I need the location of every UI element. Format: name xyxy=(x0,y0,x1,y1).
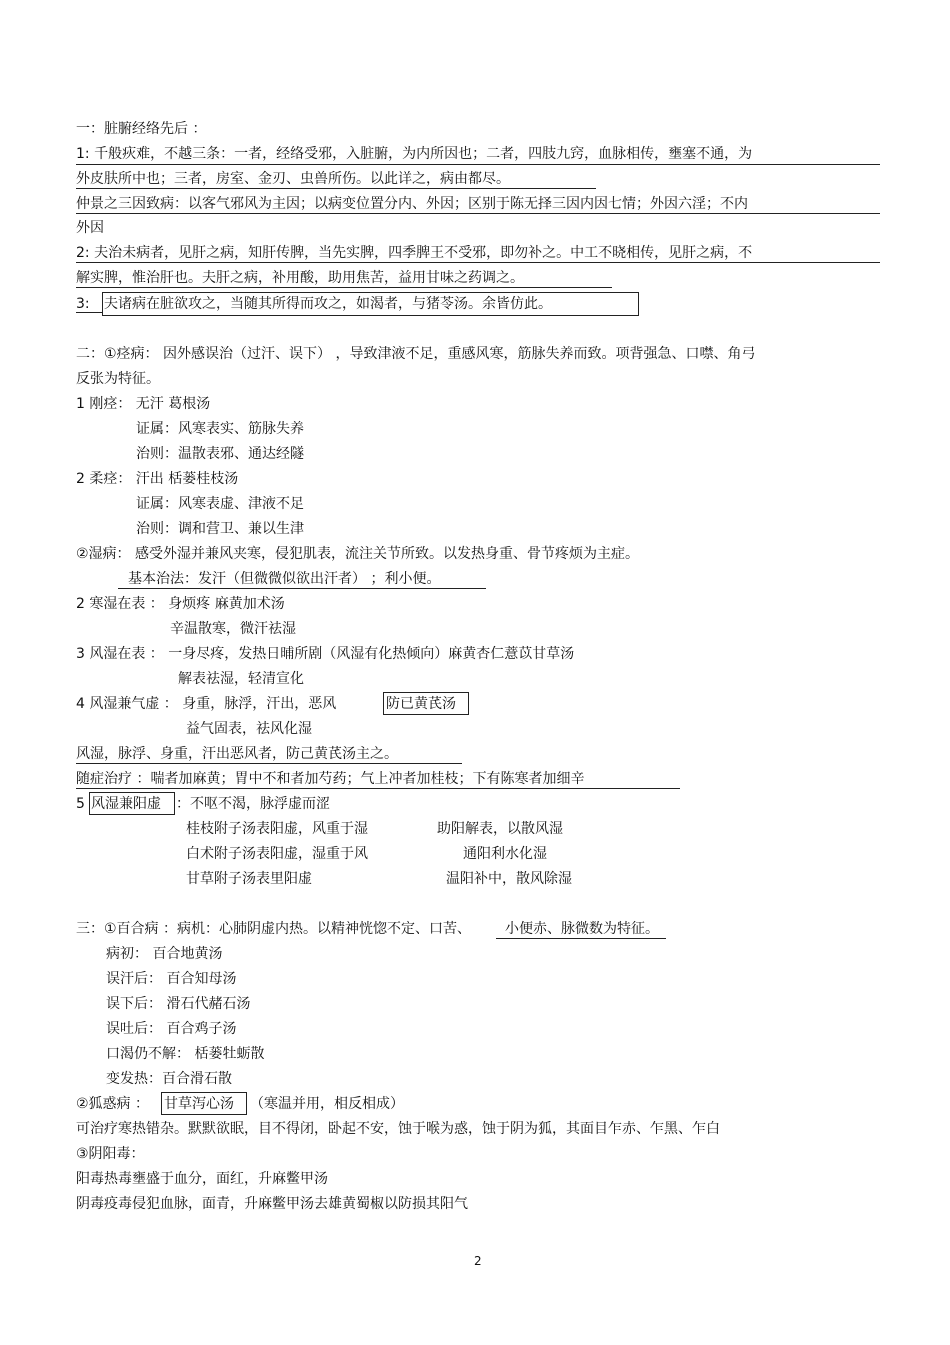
formula1-name: 桂枝附子汤表阳虚，风重于湿 xyxy=(186,821,368,837)
roujing-title: 2 柔痉： 汗出 栝蒌桂枝汤 xyxy=(76,471,239,487)
gangjing-title: 1 刚痉： 无汗 葛根汤 xyxy=(76,396,211,412)
section1-heading: 一：脏腑经络先后 ： xyxy=(76,121,207,137)
yangxu-text: ：不呕不渴，脉浮虚而涩 xyxy=(176,796,330,812)
qixu-zhize: 益气固表，祛风化湿 xyxy=(186,721,312,737)
shibing-basic-treatment: 基本治法：发汗（但微微似欲出汗者） ；利小便。 xyxy=(128,571,441,587)
qixu-note: 风湿，脉浮、身重，汗出恶风者，防己黄芪汤主之。 xyxy=(76,746,398,762)
formula2-name: 白术附子汤表阳虚，湿重于风 xyxy=(186,846,368,862)
gangjing-zhize: 治则：温散表邪、通达经隧 xyxy=(136,446,304,462)
underline xyxy=(76,312,102,313)
baihe-intro-a: 三：①百合病 ：病机：心肺阴虚内热。以精神恍惚不定、口苦、 xyxy=(76,921,471,937)
para1-line1: 1: 千般疢难，不越三条：一者，经络受邪，入脏腑，为内所因也；二者，四肢九窍，血脉相传，壅塞不通，为 xyxy=(76,146,753,162)
fengshi-zhize: 解表祛湿，轻清宣化 xyxy=(178,671,304,687)
underline xyxy=(76,188,596,189)
huhuo-description: 可治疗寒热错杂。默默欲眠，目不得闭，卧起不安，蚀于喉为惑，蚀于阴为狐，其面目乍赤、乍黑、乍白 xyxy=(76,1121,720,1137)
underline xyxy=(496,938,666,939)
underline xyxy=(118,588,486,589)
jingbing-intro-line1: 二：①痉病： 因外感误治（过汗、误下） ，导致津液不足，重感风寒，筋脉失养而致。项背强急、口噤、角弓 xyxy=(76,346,756,362)
roujing-zhengshu: 证属：风寒表虚、津液不足 xyxy=(136,496,304,512)
baihe-bianre: 变发热：百合滑石散 xyxy=(106,1071,232,1087)
underline xyxy=(76,287,612,288)
page-number: 2 xyxy=(474,1254,482,1268)
formula3-name: 甘草附子汤表里阳虚 xyxy=(186,871,312,887)
jingbing-intro-line2: 反张为特征。 xyxy=(76,371,160,387)
hanshi-zhize: 辛温散寒，微汗祛湿 xyxy=(170,621,296,637)
yinyangdu-heading: ③阴阳毒： xyxy=(76,1146,145,1162)
underline xyxy=(76,262,880,263)
baihe-intro-b: 小便赤、脉微数为特征。 xyxy=(505,921,659,937)
para3-line2: 解实脾，惟治肝也。夫肝之病，补用酸，助用焦苦，益用甘味之药调之。 xyxy=(76,270,524,286)
huhuo-label: ②狐惑病 ： xyxy=(76,1096,150,1112)
qixu-title: 4 风湿兼气虚 ： 身重，脉浮，汗出，恶风 xyxy=(76,696,337,712)
shibing-intro: ②湿病： 感受外湿并兼风夹寒，侵犯肌表，流注关节所致。以发热身重、骨节疼烦为主症。 xyxy=(76,546,639,562)
baihe-wuhan: 误汗后： 百合知母汤 xyxy=(106,971,237,987)
formula1-zhize: 助阳解表，以散风湿 xyxy=(437,821,563,837)
yangxu-label: 风湿兼阳虚 xyxy=(91,796,161,812)
baihe-chu: 病初： 百合地黄汤 xyxy=(106,946,223,962)
underline xyxy=(76,788,680,789)
yangxu-number: 5 xyxy=(76,796,85,812)
para3-line1: 2: 夫治未病者，见肝之病，知肝传脾，当先实脾，四季脾王不受邪，即勿补之。中工不晓相传，见肝之病，不 xyxy=(76,245,753,261)
underline xyxy=(76,164,880,165)
yangdu-line: 阳毒热毒壅盛于血分，面红，升麻鳖甲汤 xyxy=(76,1171,328,1187)
formula3-zhize: 温阳补中，散风除湿 xyxy=(446,871,572,887)
qixu-formula: 防已黄芪汤 xyxy=(386,696,456,712)
baihe-wutu: 误吐后： 百合鸡子汤 xyxy=(106,1021,237,1037)
para1-line2: 外皮肤所中也；三者，房室、金刃、虫兽所伤。以此详之，病由都尽。 xyxy=(76,171,510,187)
baihe-wuxia: 误下后： 滑石代赭石汤 xyxy=(106,996,251,1012)
para4-text: 夫诸病在脏欲攻之，当随其所得而攻之，如渴者，与猪苓汤。余皆仿此。 xyxy=(104,296,552,312)
fengshi-title: 3 风湿在表 ： 一身尽疼，发热日晡所剧（风湿有化热倾向）麻黄杏仁薏苡甘草汤 xyxy=(76,646,575,662)
underline xyxy=(76,763,462,764)
para2-line1: 仲景之三因致病：以客气邪风为主因；以病变位置分内、外因；区别于陈无择三因内因七情；外因六淫；不内 xyxy=(76,196,748,212)
formula2-zhize: 通阳利水化湿 xyxy=(463,846,547,862)
underline xyxy=(76,213,880,214)
gangjing-zhengshu: 证属：风寒表实、筋脉失养 xyxy=(136,421,304,437)
yindu-line: 阴毒疫毒侵犯血脉，面青，升麻鳖甲汤去雄黄蜀椒以防损其阳气 xyxy=(76,1196,468,1212)
suizheng-treatment: 随症治疗 ：喘者加麻黄；胃中不和者加芍药；气上冲者加桂枝；下有陈寒者加细辛 xyxy=(76,771,585,787)
huhuo-note: （寒温并用，相反相成） xyxy=(250,1096,404,1112)
roujing-zhize: 治则：调和营卫、兼以生津 xyxy=(136,521,304,537)
para2-line2: 外因 xyxy=(76,220,104,236)
baihe-kouke: 口渴仍不解： 栝蒌牡蛎散 xyxy=(106,1046,265,1062)
para4-number: 3: xyxy=(76,296,90,312)
huhuo-formula: 甘草泻心汤 xyxy=(164,1096,234,1112)
hanshi-title: 2 寒湿在表 ： 身烦疼 麻黄加术汤 xyxy=(76,596,285,612)
